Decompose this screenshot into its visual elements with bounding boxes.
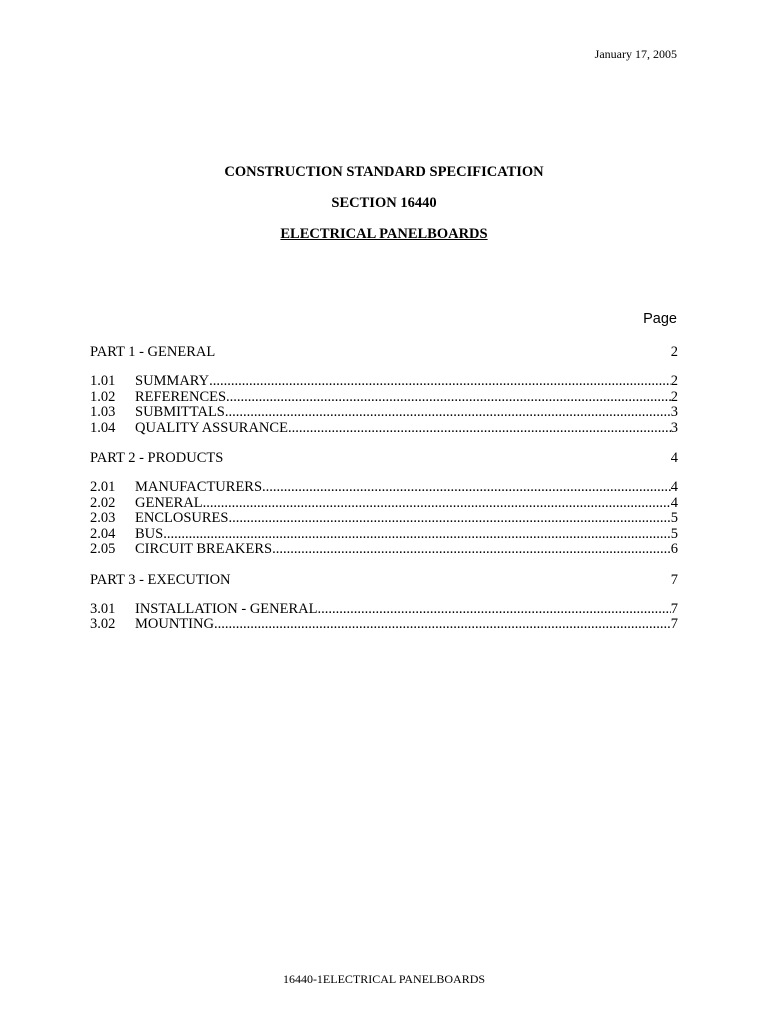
dot-leader	[226, 390, 671, 406]
toc-part-title: PART 3 - EXECUTION	[90, 571, 231, 588]
toc-entry-label: ENCLOSURES	[135, 510, 229, 526]
toc-entry-number: 2.04	[90, 525, 116, 542]
toc-entry-label: QUALITY ASSURANCE	[135, 419, 288, 436]
table-of-contents	[90, 343, 678, 646]
spec-title: CONSTRUCTION STANDARD SPECIFICATION	[224, 164, 544, 180]
toc-entry-label: REFERENCES	[135, 388, 227, 405]
section-title-text: ELECTRICAL PANELBOARDS	[280, 226, 488, 242]
toc-entry-page: 2	[670, 388, 678, 405]
toc-entry-page: 2	[670, 373, 678, 389]
toc-part-title: PART 1 - GENERAL	[90, 344, 216, 360]
toc-entry	[90, 390, 678, 406]
dot-leader	[317, 602, 670, 618]
toc-part-title: PART 2 - PRODUCTS	[90, 450, 224, 466]
dot-leader	[203, 496, 671, 512]
toc-entries-part-2	[90, 480, 678, 558]
toc-entry-label: SUBMITTALS	[135, 404, 225, 420]
toc-entry-page: 7	[670, 600, 678, 617]
toc-entry-number: 2.05	[90, 541, 116, 557]
toc-entry-number: 2.02	[90, 494, 116, 511]
toc-entry-number: 2.01	[90, 479, 116, 495]
page-footer: 16440-1ELECTRICAL PANELBOARDS	[282, 972, 486, 986]
dot-leader	[228, 511, 670, 527]
dot-leader	[272, 542, 671, 558]
toc-entry-label: SUMMARY	[135, 373, 210, 389]
dot-leader	[288, 421, 671, 437]
toc-entry-number: 1.01	[90, 373, 116, 389]
toc-part-products	[90, 449, 678, 467]
toc-entries-part-3	[90, 602, 678, 633]
toc-entry-page: 5	[670, 525, 678, 542]
toc-entry-page: 5	[670, 510, 678, 526]
toc-entry	[90, 602, 678, 618]
dot-leader	[262, 480, 671, 496]
toc-entry-page: 4	[670, 494, 678, 511]
toc-entries-part-1	[90, 374, 678, 436]
dot-leader	[225, 405, 671, 421]
toc-entry-number: 3.02	[90, 616, 116, 632]
toc-entry-page: 6	[670, 541, 678, 557]
dot-leader	[163, 527, 671, 543]
toc-entry-label: INSTALLATION - GENERAL	[135, 600, 318, 617]
toc-part-page: 4	[670, 450, 678, 466]
toc-part-page: 2	[670, 344, 678, 360]
toc-entry	[90, 496, 678, 512]
toc-entry-label: CIRCUIT BREAKERS	[135, 541, 273, 557]
toc-entry-page: 7	[670, 616, 678, 632]
toc-entry	[90, 374, 678, 390]
toc-entry	[90, 527, 678, 543]
toc-entry	[90, 617, 678, 633]
toc-entry-page: 3	[670, 404, 678, 420]
toc-entry-label: BUS	[135, 525, 164, 542]
toc-part-page: 7	[670, 571, 678, 588]
section-title	[0, 225, 768, 243]
toc-entry-number: 1.04	[90, 419, 116, 436]
toc-page-heading: Page	[643, 311, 677, 327]
toc-part-general	[90, 343, 678, 361]
toc-entry	[90, 480, 678, 496]
toc-entry-label: MANUFACTURERS	[135, 479, 263, 495]
toc-entry-number: 3.01	[90, 600, 116, 617]
section-number: SECTION 16440	[331, 195, 437, 211]
toc-entry	[90, 421, 678, 437]
toc-entry-number: 2.03	[90, 510, 116, 526]
toc-entry-number: 1.02	[90, 388, 116, 405]
toc-entry-label: MOUNTING	[135, 616, 214, 632]
document-date: January 17, 2005	[594, 47, 677, 61]
dot-leader	[209, 374, 671, 390]
toc-entry-page: 3	[670, 419, 678, 436]
toc-entry-page: 4	[670, 479, 678, 495]
toc-entry	[90, 405, 678, 421]
toc-entry	[90, 542, 678, 558]
toc-entry	[90, 511, 678, 527]
toc-entry-number: 1.03	[90, 404, 116, 420]
document-title-block	[0, 163, 768, 243]
toc-entry-label: GENERAL	[135, 494, 203, 511]
toc-part-execution	[90, 571, 678, 589]
dot-leader	[214, 617, 671, 633]
